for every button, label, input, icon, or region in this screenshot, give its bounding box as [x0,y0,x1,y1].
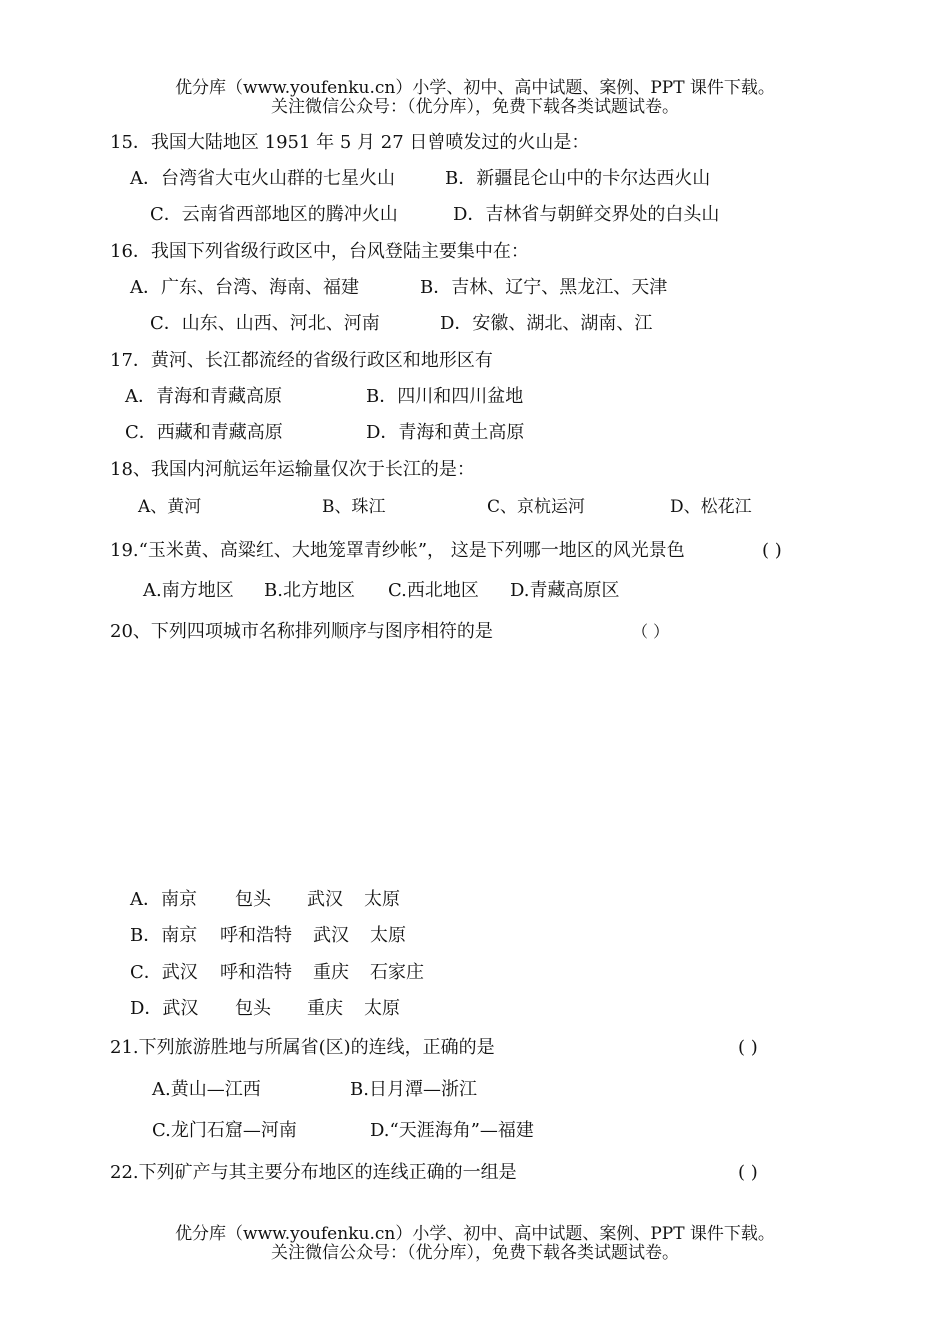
question-15-stem: 15．我国大陆地区 1951 年 5 月 27 日曾喷发过的火山是： [110,132,590,153]
question-19-option-d: D.青藏高原区 [510,580,620,601]
question-21-option-c: C.龙门石窟—河南 [152,1120,297,1141]
question-15-option-b: B．新疆昆仑山中的卡尔达西火山 [445,168,711,189]
question-18-option-d: D、松花江 [670,497,752,517]
question-16-option-c: C．山东、山西、河北、河南 [150,313,380,334]
page-header-line-1: 优分库（www.youfenku.cn）小学、初中、高中试题、案例、PPT 课件下载。 [175,78,775,98]
question-19-stem: 19.“玉米黄、高粱红、大地笼罩青纱帐”， 这是下列哪一地区的风光景色 [110,540,685,561]
question-18-stem: 18、我国内河航运年运输量仅次于长江的是： [110,459,475,480]
question-20-option-d: D．武汉 包头 重庆 太原 [130,998,400,1019]
question-16-option-b: B．吉林、辽宁、黑龙江、天津 [420,277,668,298]
question-17-option-b: B．四川和四川盆地 [366,386,524,407]
question-17-stem: 17．黄河、长江都流经的省级行政区和地形区有 [110,350,493,371]
question-21-option-b: B.日月潭—浙江 [350,1079,477,1100]
question-17-option-d: D．青海和黄土高原 [366,422,525,443]
question-22-stem: 22.下列矿产与其主要分布地区的连线正确的一组是 [110,1162,517,1183]
page-footer-line-1: 优分库（www.youfenku.cn）小学、初中、高中试题、案例、PPT 课件下载。 [175,1224,775,1244]
question-21-option-a: A.黄山—江西 [152,1079,261,1100]
question-20-answer-paren: （ ） [632,622,670,641]
question-21-stem: 21.下列旅游胜地与所属省(区)的连线，正确的是 [110,1037,495,1058]
question-19-answer-paren: ( ) [762,540,782,561]
question-18-option-c: C、京杭运河 [487,497,586,517]
question-16-option-a: A．广东、台湾、海南、福建 [130,277,359,298]
question-21-answer-paren: ( ) [738,1037,758,1058]
question-17-option-c: C．西藏和青藏高原 [125,422,283,443]
question-15-option-a: A．台湾省大屯火山群的七星火山 [130,168,395,189]
question-20-option-c: C．武汉 呼和浩特 重庆 石家庄 [130,962,424,983]
question-21-option-d: D.“天涯海角”—福建 [370,1120,534,1141]
page-footer-line-2: 关注微信公众号：（优分库），免费下载各类试题试卷。 [271,1243,679,1263]
question-17-option-a: A．青海和青藏高原 [125,386,282,407]
question-19-option-c: C.西北地区 [388,580,479,601]
question-15-option-d: D．吉林省与朝鲜交界处的白头山 [453,204,720,225]
question-15-option-c: C．云南省西部地区的腾冲火山 [150,204,398,225]
question-19-option-a: A.南方地区 [143,580,234,601]
question-16-option-d: D．安徽、湖北、湖南、江 [440,313,653,334]
question-18-option-a: A、黄河 [138,497,202,517]
question-20-stem: 20、下列四项城市名称排列顺序与图序相符的是 [110,621,493,642]
question-22-answer-paren: ( ) [738,1162,758,1183]
question-18-option-b: B、珠江 [322,497,386,517]
question-19-option-b: B.北方地区 [264,580,355,601]
page-header-line-2: 关注微信公众号：（优分库），免费下载各类试题试卷。 [271,97,679,117]
question-20-option-a: A．南京 包头 武汉 太原 [130,889,400,910]
question-16-stem: 16．我国下列省级行政区中，台风登陆主要集中在： [110,241,529,262]
question-20-option-b: B．南京 呼和浩特 武汉 太原 [130,925,406,946]
